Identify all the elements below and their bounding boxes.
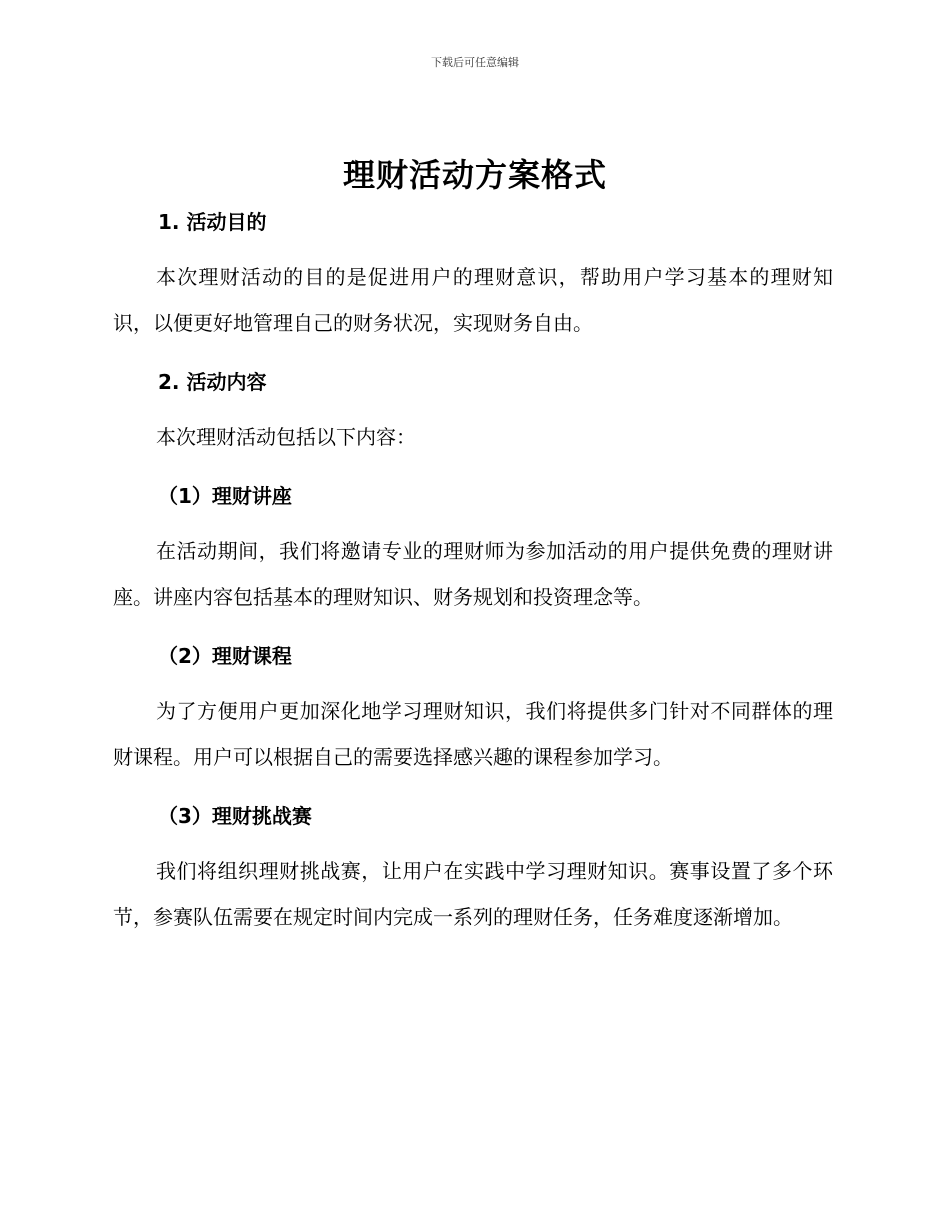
document-body — [113, 200, 833, 940]
paragraph: 为了方便用户更加深化地学习理财知识，我们将提供多门针对不同群体的理财课程。用户可以根据自己的需要选择感兴趣的课程参加学习。 — [113, 699, 833, 769]
header-note: 下载后可任意编辑 — [431, 56, 519, 69]
subsection-heading: （2）理财课程 — [158, 644, 292, 668]
section-course — [113, 634, 833, 780]
section-heading: 1. 活动目的 — [158, 210, 267, 234]
document-title: 理财活动方案格式 — [342, 156, 607, 194]
section-challenge — [113, 794, 833, 940]
section-content — [113, 360, 833, 460]
paragraph: 本次理财活动的目的是促进用户的理财意识，帮助用户学习基本的理财知识，以便更好地管理自己的财务状况，实现财务自由。 — [113, 265, 833, 335]
paragraph: 我们将组织理财挑战赛，让用户在实践中学习理财知识。赛事设置了多个环节，参赛队伍需要在规定时间内完成一系列的理财任务，任务难度逐渐增加。 — [113, 859, 833, 929]
section-purpose — [113, 200, 833, 346]
section-lecture — [113, 474, 833, 620]
section-heading: 2. 活动内容 — [158, 370, 267, 394]
paragraph: 本次理财活动包括以下内容： — [156, 425, 416, 449]
subsection-heading: （1）理财讲座 — [158, 484, 292, 508]
paragraph: 在活动期间，我们将邀请专业的理财师为参加活动的用户提供免费的理财讲座。讲座内容包括基本的理财知识、财务规划和投资理念等。 — [113, 539, 833, 609]
subsection-heading: （3）理财挑战赛 — [158, 804, 312, 828]
